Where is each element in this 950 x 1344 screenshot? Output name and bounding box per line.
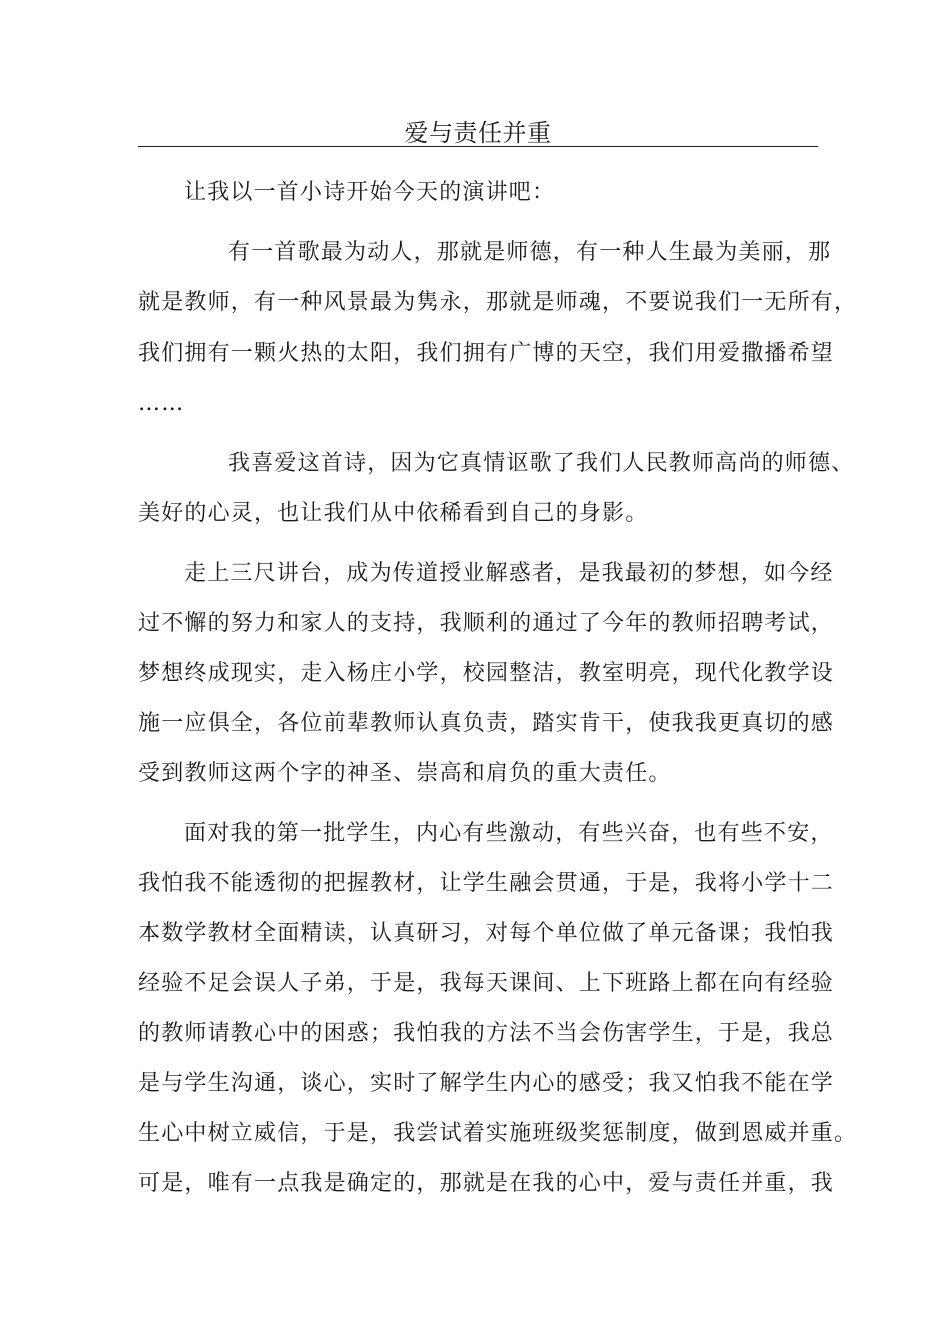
- intro-line: 让我以一首小诗开始今天的演讲吧：: [184, 180, 556, 205]
- poem-ellipsis: ……: [138, 391, 185, 416]
- title-underline: [138, 146, 818, 147]
- paragraph-3-line-4: 施一应俱全，各位前辈教师认真负责，踏实肯干，使我我更真切的感: [138, 711, 835, 736]
- paragraph-3-line-3: 梦想终成现实，走入杨庄小学，校园整洁，教室明亮，现代化教学设: [138, 661, 835, 686]
- poem-line-1: 有一首歌最为动人，那就是师德，有一种人生最为美丽，那: [228, 240, 832, 265]
- paragraph-3-line-1: 走上三尺讲台，成为传道授业解惑者，是我最初的梦想，如今经: [184, 561, 834, 586]
- document-title: 爱与责任并重: [404, 119, 552, 147]
- paragraph-4-line-1: 面对我的第一批学生，内心有些激动，有些兴奋，也有些不安，: [184, 821, 834, 846]
- paragraph-4-line-3: 本数学教材全面精读，认真研习，对每个单位做了单元备课；我怕我: [138, 921, 835, 946]
- paragraph-2-line-1: 我喜爱这首诗，因为它真情讴歌了我们人民教师高尚的师德、: [228, 451, 855, 476]
- poem-line-2: 就是教师，有一种风景最为隽永，那就是师魂，不要说我们一无所有，: [138, 290, 858, 315]
- paragraph-2-line-2: 美好的心灵，也让我们从中依稀看到自己的身影。: [138, 501, 649, 526]
- paragraph-4-line-5: 的教师请教心中的困惑；我怕我的方法不当会伤害学生，于是，我总: [138, 1021, 835, 1046]
- paragraph-4-line-7: 生心中树立威信，于是，我尝试着实施班级奖惩制度，做到恩威并重。: [138, 1121, 858, 1146]
- paragraph-3-line-5: 受到教师这两个字的神圣、崇高和肩负的重大责任。: [138, 761, 672, 786]
- poem-line-3: 我们拥有一颗火热的太阳，我们拥有广博的天空，我们用爱撒播希望: [138, 341, 835, 366]
- paragraph-3-line-2: 过不懈的努力和家人的支持，我顺利的通过了今年的教师招聘考试，: [138, 611, 835, 636]
- paragraph-4-line-2: 我怕我不能透彻的把握教材，让学生融会贯通，于是，我将小学十二: [138, 871, 835, 896]
- paragraph-4-line-6: 是与学生沟通，谈心，实时了解学生内心的感受；我又怕我不能在学: [138, 1071, 835, 1096]
- paragraph-4-line-8: 可是，唯有一点我是确定的，那就是在我的心中，爱与责任并重，我: [138, 1171, 835, 1196]
- paragraph-4-line-4: 经验不足会误人子弟，于是，我每天课间、上下班路上都在向有经验: [138, 971, 835, 996]
